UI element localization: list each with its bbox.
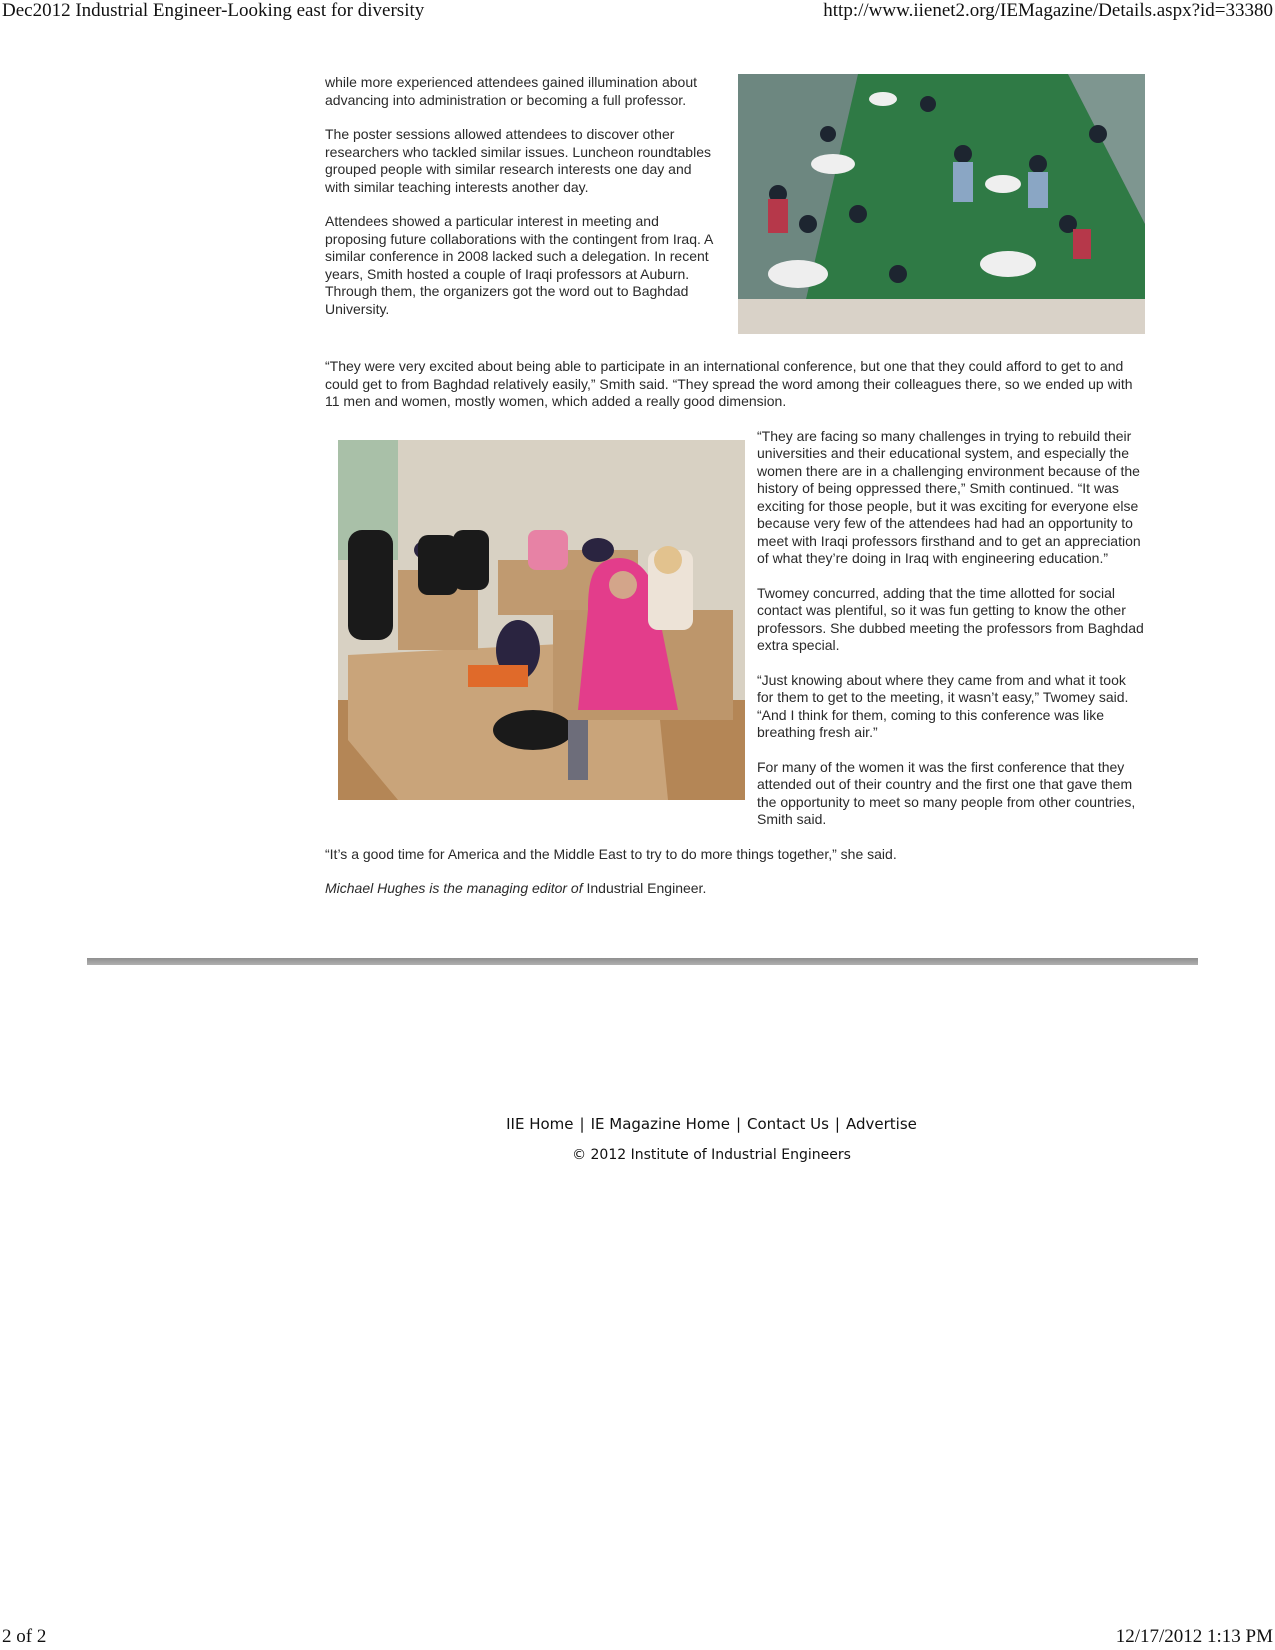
print-footer-datetime: 12/17/2012 1:13 PM [1115, 1626, 1273, 1647]
print-header-url: http://www.iienet2.org/IEMagazine/Details.aspx?id=33380 [823, 0, 1273, 21]
print-footer-page: 2 of 2 [2, 1626, 47, 1647]
classroom-photo-image [338, 440, 745, 800]
footer-link-iie-home[interactable]: IIE Home [506, 1115, 574, 1133]
article-paragraph: while more experienced attendees gained illumination about advancing into administration or becoming a full professor. [325, 74, 698, 108]
author-credit [325, 880, 1145, 898]
article-paragraph: “They were very excited about being able to participate in an international conference, but one that they could afford to get to and could get to from Baghdad relatively easily,” Smith said. “They spread the word among their colleagues there, so we ended up with 11 men and women, mostly women, which added a really good dimension. [325, 358, 1133, 409]
article-body [325, 74, 1145, 915]
boat-reception-photo-image [738, 74, 1145, 334]
copyright-notice: © 2012 Institute of Industrial Engineers [572, 1147, 851, 1163]
footer-separator: | [834, 1115, 840, 1133]
footer-link-advertise[interactable]: Advertise [845, 1115, 917, 1133]
author-credit-publication: Industrial Engineer. [582, 880, 707, 896]
article-paragraph: For many of the women it was the first conference that they attended out of their country and the first one that gave them the opportunity to meet so many people from other countries, Smith said. [757, 758, 1136, 827]
article-paragraph: “Just knowing about where they came from and what it took for them to get to the meeting, it wasn’t easy,” Twomey said. “And I think for them, coming to this conference was like breathing fresh air.” [757, 671, 1129, 740]
author-credit-italic: Michael Hughes is the managing editor of [325, 880, 583, 896]
footer-link-ie-magazine-home[interactable]: IE Magazine Home [590, 1115, 730, 1133]
footer-divider [87, 958, 1198, 965]
print-header [0, 0, 1275, 28]
print-footer [0, 1626, 1275, 1650]
footer-nav [74, 1115, 1275, 1133]
footer-link-contact-us[interactable]: Contact Us [747, 1115, 829, 1133]
article-paragraph: Twomey concurred, adding that the time allotted for social contact was plentiful, so it was fun getting to know the other professors. She dubbed meeting the professors from Baghdad extra special. [757, 584, 1144, 653]
article-paragraph: Attendees showed a particular interest in meeting and proposing future collaborations with the contingent from Iraq. A similar conference in 2008 lacked such a delegation. In recent years, Smith hosted a couple of Iraqi professors at Auburn. Through them, the organizers got the word out to Baghdad University. [325, 213, 713, 317]
boat-reception-photo [738, 74, 1145, 334]
article-paragraph: “It’s a good time for America and the Middle East to try to do more things together,” she said. [325, 845, 897, 862]
classroom-photo [338, 440, 745, 800]
site-footer [0, 1115, 1275, 1163]
print-header-title: Dec2012 Industrial Engineer-Looking east for diversity [2, 0, 425, 21]
footer-separator: | [735, 1115, 741, 1133]
footer-separator: | [579, 1115, 585, 1133]
article-paragraph: The poster sessions allowed attendees to discover other researchers who tackled similar issues. Luncheon roundtables grouped people with similar research interests one day and with similar teaching interests another day. [325, 126, 711, 195]
article-paragraph: “They are facing so many challenges in trying to rebuild their universities and their educational system, and especially the women there are in a challenging environment because of the history of being oppressed there,” Smith continued. “It was exciting for those people, but it was exciting for everyone else because very few of the attendees had had an opportunity to meet with Iraqi professors firsthand and to get an appreciation of what they’re doing in Iraq with engineering education.” [757, 427, 1141, 566]
